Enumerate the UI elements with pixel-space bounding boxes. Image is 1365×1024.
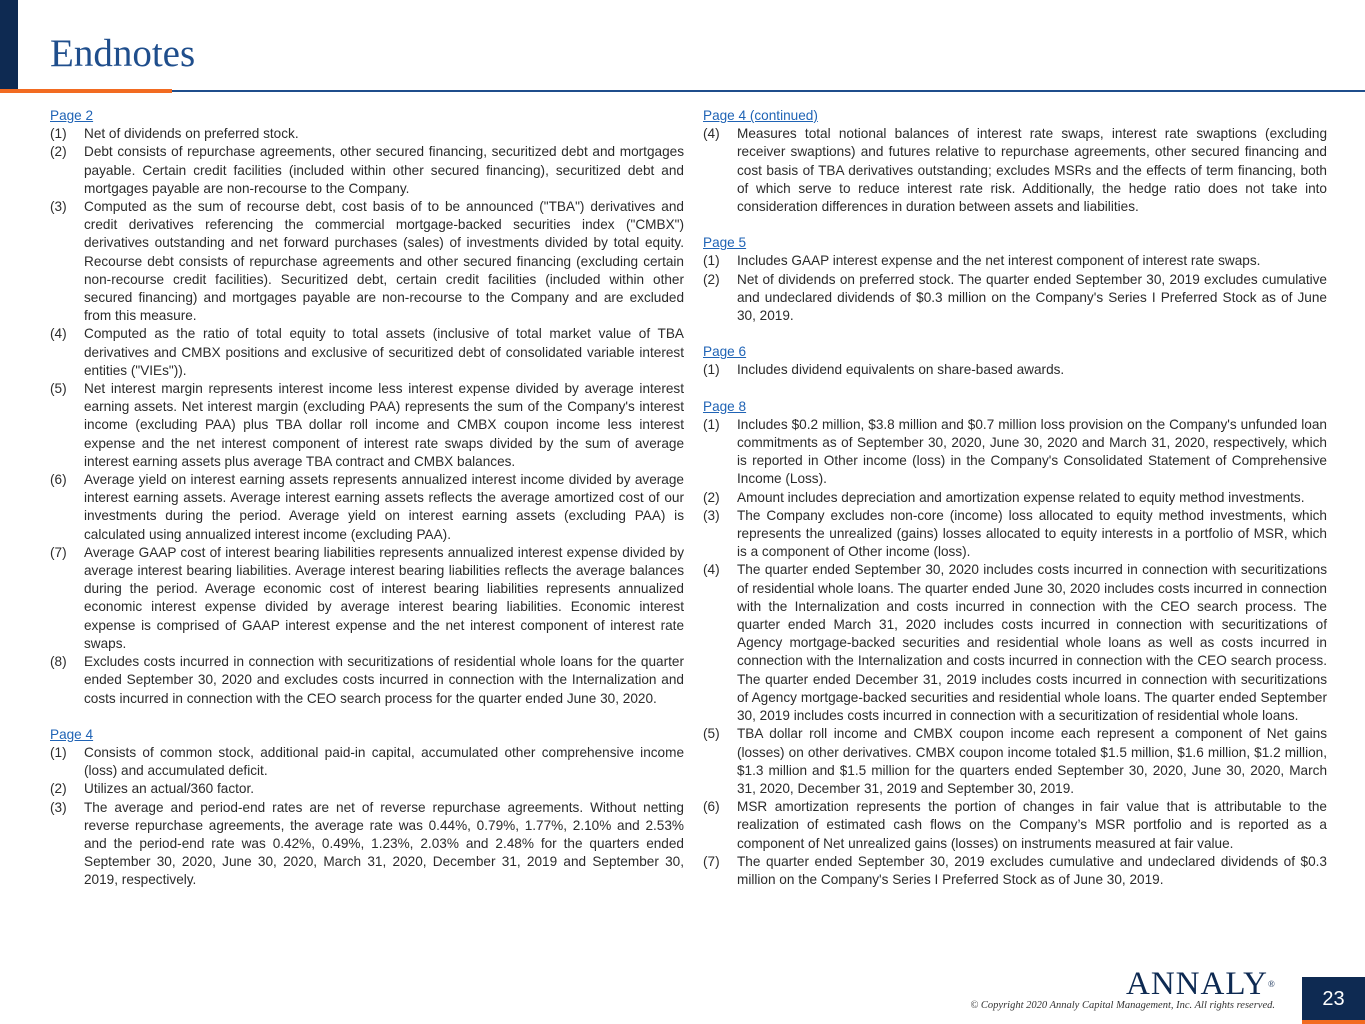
endnote-section <box>703 398 1327 889</box>
endnote-number: (6) <box>703 799 720 815</box>
section-page-link[interactable]: Page 5 <box>703 235 747 251</box>
endnote-item <box>50 780 684 798</box>
endnote-item <box>703 416 1327 489</box>
endnote-number: (4) <box>50 326 67 342</box>
endnote-number: (1) <box>703 253 720 269</box>
endnote-section <box>703 343 1327 379</box>
endnote-item <box>703 125 1327 216</box>
endnote-text: TBA dollar roll income and CMBX coupon income each represent a component of Net gains (losses) on other derivatives. CMBX coupon income totaled $1.5 million, $1.6 million, $1.2 million, $1.3 million and $1.5 million for the quarters ended September 30, 2020, June 30, 2020, March 31, 2020, December 31, 2019 and September 30, 2019. <box>737 726 1327 796</box>
endnote-item <box>50 380 684 471</box>
endnote-item <box>703 853 1327 889</box>
company-logo: ANNALY® <box>1126 966 1276 1002</box>
endnote-number: (2) <box>703 489 720 505</box>
endnote-section <box>50 107 684 708</box>
endnote-text: Includes dividend equivalents on share-based awards. <box>737 362 1065 378</box>
endnote-number: (7) <box>703 853 720 869</box>
endnote-item <box>703 507 1327 562</box>
endnote-number: (5) <box>50 381 67 397</box>
endnote-section <box>703 107 1327 216</box>
endnote-text: The Company excludes non-core (income) loss allocated to equity method investments, which represents the unrealized (gains) losses allocated to equity interests in a portfolio of MSR, which is a component of Other income (loss). <box>737 507 1327 560</box>
header-accent-bar <box>0 0 18 92</box>
endnote-number: (4) <box>703 126 720 142</box>
endnote-number: (8) <box>50 654 67 670</box>
right-column <box>703 107 1327 907</box>
endnote-number: (4) <box>703 562 720 578</box>
endnote-number: (3) <box>50 799 67 815</box>
endnote-text: Net interest margin represents interest income less interest expense divided by average interest earning assets. Net interest margin (excluding PAA) represents the sum of the Company's interest income (excluding PAA) plus TBA dollar roll income and CMBX coupon income less interest expense and the net interest component of interest rate swaps divided by the sum of average interest earning assets plus average TBA contract and CMBX balances. <box>84 381 684 469</box>
endnote-text: Consists of common stock, additional paid-in capital, accumulated other comprehensive income (loss) and accumulated deficit. <box>84 744 684 779</box>
endnote-text: Net of dividends on preferred stock. <box>84 126 299 142</box>
endnote-text: The quarter ended September 30, 2020 includes costs incurred in connection with securitizations of residential whole loans. The quarter ended June 30, 2020 includes costs incurred in connection with the Internalization and costs incurred in connection with the CEO search process. The quarter ended March 31, 2020 includes costs incurred in connection with securitizations of Agency mortgage-backed securities and residential whole loans as well as costs incurred in connection with the Internalization and costs incurred in connection with the CEO search process. The quarter ended December 31, 2019 includes costs incurred in connection with securitizations of Agency mortgage-backed securities and residential whole loans. The quarter ended September 30, 2019 includes costs incurred in connection with a securitization of residential whole loans. <box>737 562 1327 724</box>
section-page-link[interactable]: Page 6 <box>703 344 747 360</box>
endnote-number: (1) <box>703 416 720 432</box>
endnote-text: Debt consists of repurchase agreements, other secured financing, securitized debt and mortgages payable. Certain credit facilities (included within other secured financing), securitized debt and mortgages payable are non-recourse to the Company. <box>84 144 684 196</box>
endnote-text: The quarter ended September 30, 2019 excludes cumulative and undeclared dividends of $0.3 million on the Company's Series I Preferred Stock as of June 30, 2019. <box>737 853 1327 887</box>
header-divider <box>0 90 1365 92</box>
endnote-number: (1) <box>703 362 720 378</box>
endnote-number: (2) <box>703 271 720 287</box>
endnote-item <box>703 798 1327 853</box>
endnote-item <box>703 361 1327 379</box>
endnote-number: (3) <box>703 507 720 523</box>
endnote-item <box>703 725 1327 798</box>
copyright-notice: © Copyright 2020 Annaly Capital Management, Inc. All rights reserved. <box>970 1000 1275 1011</box>
section-page-link[interactable]: Page 4 <box>50 726 94 742</box>
section-page-link[interactable]: Page 8 <box>703 398 747 414</box>
endnote-text: The average and period-end rates are net of reverse repurchase agreements. Without netting reverse repurchase agreements, the average rate was 0.44%, 0.79%, 1.77%, 2.10% and 2.53% and the period-end rate was 0.42%, 0.49%, 1.23%, 2.03% and 2.48% for the quarters ended September 30, 2020, June 30, 2020, March 31, 2020, December 31, 2019 and September 30, 2019, respectively. <box>84 799 684 888</box>
endnote-number: (1) <box>50 744 67 760</box>
section-page-link[interactable]: Page 2 <box>50 108 94 123</box>
endnote-number: (5) <box>703 726 720 742</box>
endnote-number: (1) <box>50 126 67 142</box>
endnote-text: Computed as the sum of recourse debt, cost basis of to be announced ("TBA") derivatives and credit derivatives referencing the commercial mortgage-backed securities index ("CMBX") derivatives outstanding and net forward purchases (sales) of investments divided by total equity. Recourse debt consists of repurchase agreements and other secured financing (excluding certain non-recourse credit facilities). Securitized debt, certain credit facilities (included within other secured financing) and mortgages payable are non-recourse to the Company and are excluded from this measure. <box>84 199 684 324</box>
endnote-number: (6) <box>50 472 67 488</box>
endnote-item <box>50 544 684 653</box>
endnote-item <box>703 252 1327 270</box>
endnote-item <box>50 198 684 325</box>
page-title: Endnotes <box>50 32 196 75</box>
endnote-item <box>703 561 1327 725</box>
page-number-accent <box>1302 1020 1365 1024</box>
endnote-text: Amount includes depreciation and amortization expense related to equity method investments. <box>737 489 1305 505</box>
endnote-text: Excludes costs incurred in connection with securitizations of residential whole loans for the quarter ended September 30, 2020 and excludes costs incurred in connection with the Internalization and costs incurred in connection with the CEO search process for the quarter ended June 30, 2020. <box>84 654 684 706</box>
endnote-item <box>50 799 684 890</box>
endnote-number: (2) <box>50 144 67 160</box>
endnote-item <box>50 125 684 143</box>
endnote-item <box>50 744 684 780</box>
endnote-text: Average yield on interest earning assets represents annualized interest income divided by average interest earning assets. Average interest earning assets reflects the average amortized cost of our investments during the period. Average yield on interest earning assets (excluding PAA) is calculated using annualized interest income (excluding PAA). <box>84 472 684 542</box>
endnote-text: Utilizes an actual/360 factor. <box>84 781 255 797</box>
endnote-text: Average GAAP cost of interest bearing liabilities represents annualized interest expense divided by average interest bearing liabilities. Average interest bearing liabilities reflects the average balances during the period. Average economic cost of interest bearing liabilities represents annualized economic interest expense divided by average interest bearing liabilities. Economic interest expense is comprised of GAAP interest expense and the net interest component of interest rate swaps. <box>84 544 684 651</box>
endnote-text: Includes $0.2 million, $3.8 million and $0.7 million loss provision on the Company's unfunded loan commitments as of September 30, 2020, June 30, 2020 and March 31, 2020, respectively, which is reported in Other income (loss) in the Company's Consolidated Statement of Comprehensive Income (Loss). <box>737 416 1327 487</box>
section-page-link[interactable]: Page 4 (continued) <box>703 108 818 123</box>
endnote-text: Includes GAAP interest expense and the net interest component of interest rate swaps. <box>737 253 1261 269</box>
left-column <box>50 107 684 908</box>
endnote-item <box>50 325 684 380</box>
endnote-item <box>703 271 1327 326</box>
endnote-number: (2) <box>50 781 67 797</box>
endnote-text: Net of dividends on preferred stock. The quarter ended September 30, 2019 excludes cumulative and undeclared dividends of $0.3 million on the Company's Series I Preferred Stock as of June 30, 2019. <box>737 271 1327 324</box>
endnote-item <box>50 471 684 544</box>
endnote-item <box>50 653 684 708</box>
endnote-number: (7) <box>50 544 67 560</box>
endnote-text: Computed as the ratio of total equity to total assets (inclusive of total market value of TBA derivatives and CMBX positions and exclusive of securitized debt of consolidated variable interest entities ("VIEs")). <box>84 326 684 378</box>
endnote-section <box>50 726 684 890</box>
endnote-item <box>50 143 684 198</box>
page-number: 23 <box>1302 977 1365 1024</box>
endnote-number: (3) <box>50 199 67 215</box>
endnote-text: Measures total notional balances of interest rate swaps, interest rate swaptions (excluding receiver swaptions) and futures relative to repurchase agreements, other secured financing and cost basis of TBA derivatives outstanding; excludes MSRs and the effects of term financing, both of which serve to reduce interest rate risk. Additionally, the hedge ratio does not take into consideration differences in duration between assets and liabilities. <box>737 126 1327 215</box>
header-divider-accent <box>0 89 172 93</box>
endnote-item <box>703 489 1327 507</box>
endnote-text: MSR amortization represents the portion of changes in fair value that is attributable to the realization of estimated cash flows on the Company’s MSR portfolio and is reported as a component of Net unrealized gains (losses) on instruments measured at fair value. <box>737 799 1327 851</box>
endnote-section <box>703 234 1327 325</box>
